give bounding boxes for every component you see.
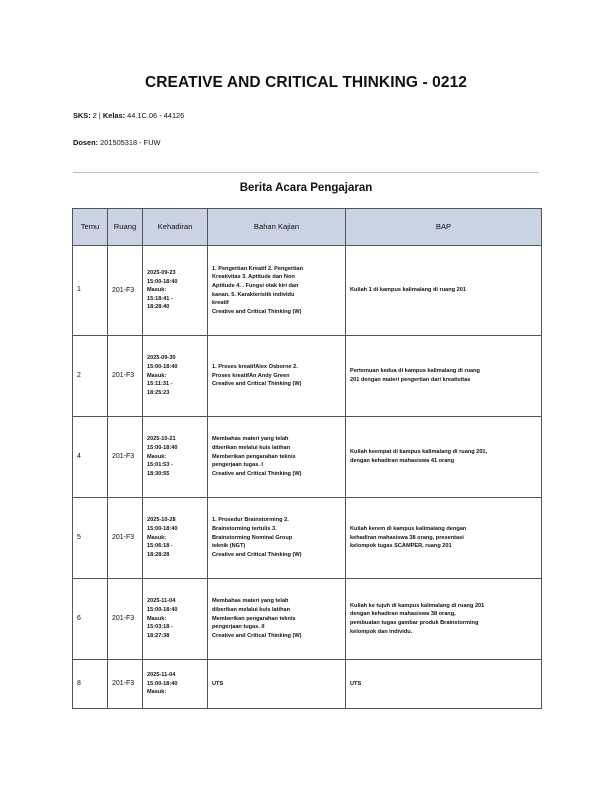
text-line: Creative and Critical Thinking (W): [212, 551, 302, 558]
sks-label: SKS:: [73, 111, 91, 120]
table-row: [73, 579, 542, 660]
cell-kehadiran: [143, 660, 208, 709]
cell-ruang: 201-F3: [108, 660, 143, 709]
text-line: Masuk:: [147, 615, 167, 622]
text-line: kreatif: [212, 300, 229, 307]
lecturer-info: [73, 138, 161, 147]
sks-value: 2: [92, 111, 97, 120]
text-line: Kuliah keempat di kampus kalimalang di ruang 201,: [350, 449, 488, 456]
header-bahan-kajian: Bahan Kajian: [208, 209, 346, 246]
text-line: Masuk:: [147, 372, 167, 379]
text-line: 1. Pengertian Kreatif 2. Pengertian: [212, 265, 304, 272]
text-line: 1. Prosedur Brainstorming 2.: [212, 517, 289, 524]
section-title: Berita Acara Pengajaran: [239, 182, 373, 194]
cell-bap: [346, 417, 542, 498]
text-line: Brainstorming tertulis 3.: [212, 526, 277, 533]
text-line: 1. Proses kreatifAlex Osborne 2.: [212, 364, 298, 371]
cell-bap: [346, 336, 542, 417]
cell-kehadiran: [143, 579, 208, 660]
text-line: Brainstorming Nominal Group: [212, 534, 293, 541]
text-line: Memberikan pengarahan teknis: [212, 615, 296, 622]
cell-bahan-kajian: [208, 660, 346, 709]
text-line: 18:28:28: [147, 551, 170, 558]
header-ruang: Ruang: [108, 209, 143, 246]
text-line: 15:18:41 -: [147, 295, 173, 302]
cell-temu: 5: [73, 498, 108, 579]
text-line: 15:06:18 -: [147, 543, 173, 550]
text-line: 2025-09-23: [147, 269, 176, 276]
text-line: Pertemuan kedua di kampus kalimalang di ruang: [350, 368, 480, 375]
text-line: Kuliah 1 di kampus kalimalang di ruang 201: [350, 287, 466, 294]
text-line: dengan kehadiran mahasiswa 38 orang,: [350, 611, 456, 618]
text-line: 2025-10-28: [147, 517, 176, 524]
kelas-label: Kelas:: [102, 111, 126, 120]
text-line: Masuk:: [147, 534, 167, 541]
dosen-label: Dosen:: [73, 138, 99, 147]
text-line: 2025-11-04: [147, 672, 176, 679]
text-line: Memberikan pengarahan teknis: [212, 453, 296, 460]
cell-temu: 2: [73, 336, 108, 417]
text-line: kelompok dan individu.: [350, 628, 413, 635]
text-line: Kuliah ke tujuh di kampus kalimalang di ruang 201: [350, 602, 485, 609]
text-line: pengerjaan tugas. I: [212, 462, 263, 469]
cell-temu: 1: [73, 246, 108, 336]
text-line: Masuk:: [147, 287, 167, 294]
cell-ruang: 201-F3: [108, 579, 143, 660]
cell-ruang: 201-F3: [108, 498, 143, 579]
text-line: 18:25:23: [147, 389, 170, 396]
cell-bap: [346, 579, 542, 660]
text-line: teknik (NGT): [212, 543, 246, 550]
text-line: Masuk:: [147, 453, 167, 460]
table-row: [73, 336, 542, 417]
cell-kehadiran: [143, 417, 208, 498]
text-line: pengerjaan tugas. II: [212, 624, 265, 631]
text-line: 2025-10-21: [147, 436, 176, 443]
cell-bahan-kajian: [208, 336, 346, 417]
text-line: Creative and Critical Thinking (W): [212, 632, 302, 639]
text-line: dengan kehadiran mahasiswa 41 orang: [350, 458, 455, 464]
text-line: Membahas materi yang telah: [212, 598, 289, 605]
cell-kehadiran: [143, 246, 208, 336]
cell-bap: [346, 498, 542, 579]
cell-temu: 6: [73, 579, 108, 660]
table-row: [73, 417, 542, 498]
text-line: diberikan melalui kuis latihan: [212, 445, 291, 452]
kelas-value: 44.1C.06 - 44126: [127, 111, 185, 120]
header-bap: BAP: [346, 209, 542, 246]
text-line: 201 dengan materi pengertian dari kreativitas: [350, 377, 471, 383]
text-line: Membahas materi yang telah: [212, 436, 289, 443]
text-line: 18:27:38: [147, 632, 170, 639]
page-title: CREATIVE AND CRITICAL THINKING - 0212: [144, 74, 468, 91]
text-line: 18:30:55: [147, 470, 170, 477]
cell-bap: [346, 246, 542, 336]
cell-kehadiran: [143, 336, 208, 417]
text-line: Proses kreatifAn Andy Green: [212, 372, 290, 379]
text-line: Creative and Critical Thinking (W): [212, 381, 302, 388]
text-line: 15:00-18:40: [147, 526, 178, 533]
cell-temu: 8: [73, 660, 108, 709]
cell-bahan-kajian: [208, 417, 346, 498]
text-line: 18:28:40: [147, 304, 170, 311]
divider: [73, 172, 539, 173]
text-line: 2025-11-04: [147, 598, 176, 605]
course-info: [73, 111, 184, 120]
text-line: UTS: [350, 680, 362, 687]
text-line: 15:00-18:40: [147, 445, 178, 452]
text-line: 15:01:53 -: [147, 462, 173, 469]
header-kehadiran: Kehadiran: [143, 209, 208, 246]
cell-temu: 4: [73, 417, 108, 498]
dosen-value: 201505318 - FUW: [100, 138, 161, 147]
cell-bap: [346, 660, 542, 709]
cell-ruang: 201-F3: [108, 336, 143, 417]
cell-ruang: 201-F3: [108, 417, 143, 498]
text-line: 15:00-18:40: [147, 278, 178, 285]
header-temu: Temu: [73, 209, 108, 246]
table-row: [73, 498, 542, 579]
text-line: pembuatan tugas gambar produk Brainstorming: [350, 620, 479, 626]
cell-kehadiran: [143, 498, 208, 579]
text-line: kehadiran mahasiswa 38 orang, presentasi: [350, 534, 464, 541]
cell-ruang: 201-F3: [108, 246, 143, 336]
text-line: UTS: [212, 680, 224, 687]
bap-table: [72, 208, 542, 709]
text-line: 15:00-18:40: [147, 607, 178, 614]
table-row: [73, 246, 542, 336]
text-line: Kuliah kerem di kampus kalimalang dengan: [350, 526, 467, 533]
text-line: Creative and Critical Thinking (W): [212, 308, 302, 315]
separator: |: [98, 111, 101, 120]
table-row: [73, 660, 542, 709]
cell-bahan-kajian: [208, 498, 346, 579]
text-line: Creative and Critical Thinking (W): [212, 470, 302, 477]
table-header-row: [73, 209, 542, 246]
text-line: Aptitude 4. . Fungsi otak kiri dan: [212, 282, 299, 289]
text-line: 15:03:18 -: [147, 624, 173, 631]
text-line: 15:00-18:40: [147, 680, 178, 687]
text-line: 15:00-18:40: [147, 364, 178, 371]
text-line: 15:11:31 -: [147, 381, 173, 388]
text-line: Kreativitas 3. Aptitude dan Non: [212, 274, 295, 281]
text-line: Masuk:: [147, 689, 167, 696]
text-line: kelompok tugas SCAMPER, ruang 201: [350, 543, 452, 550]
text-line: kanan. 5. Karakteristik individu: [212, 291, 295, 298]
cell-bahan-kajian: [208, 246, 346, 336]
text-line: diberikan melalui kuis latihan: [212, 607, 291, 614]
cell-bahan-kajian: [208, 579, 346, 660]
text-line: 2025-09-30: [147, 355, 176, 362]
